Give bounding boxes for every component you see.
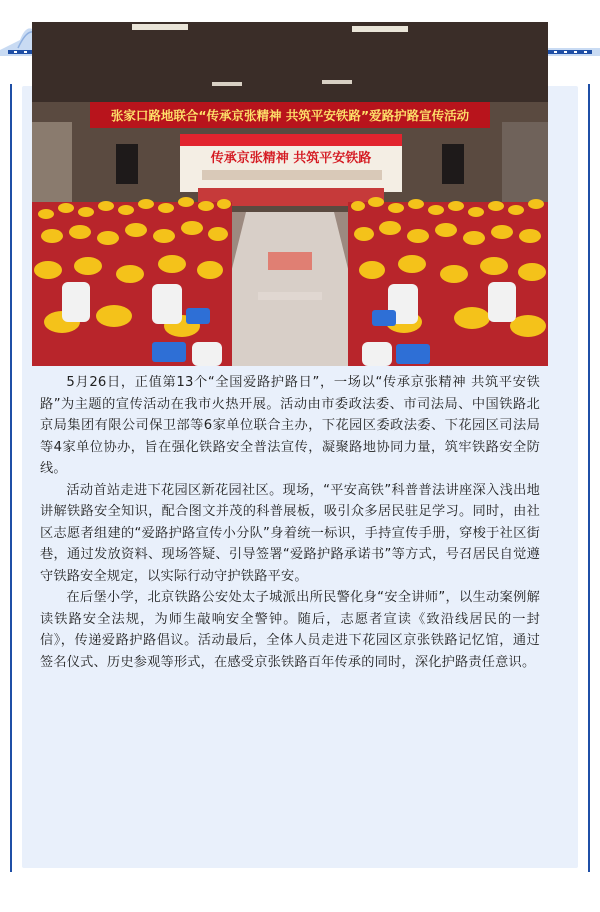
banner-text: 张家口路地联合“传承京张精神 共筑平安铁路”爱路护路宣传活动 bbox=[110, 108, 470, 123]
footer-spacer bbox=[0, 896, 600, 912]
paragraph-2: 活动首站走进下花园区新花园社区。现场，“平安高铁”科普普法讲座深入浅出地讲解铁路安全知识，配合图文并茂的科普展板，吸引众多居民驻足学习。同时，由社区志愿者组建的“爱路护路宣传小分队”身着统一标识，手持宣传手册，穿梭于社区街巷，通过发放资料、现场答疑、引导签署“爱路护路承诺书”等方式，号召居民自觉遵守铁路安全规定，以实际行动守护铁路平安。 bbox=[40, 482, 540, 584]
screen-text: 传承京张精神 共筑平安铁路 bbox=[210, 151, 372, 166]
paragraph-1: 5月26日，正值第13个“全国爱路护路日”，一场以“传承京张精神 共筑平安铁路”为主题的宣传活动在我市火热开展。活动由市委政法委、市司法局、中国铁路北京局集团有限公司保卫部等6家单位联合主办，下花园区委政法委、下花园区司法局等4家单位协办，旨在强化铁路安全普法宣传，凝聚路地协同力量，筑牢铁路安全防线。 bbox=[40, 375, 540, 476]
paragraph-3: 在后堡小学，北京铁路公安处太子城派出所民警化身“安全讲师”，以生动案例解读铁路安全法规，为师生敲响安全警钟。随后，志愿者宣读《致沿线居民的一封信》，传递爱路护路倡议。活动最后，全体人员走进下花园区京张铁路记忆馆，通过签名仪式、历史参观等形式，在感受京张铁路百年传承的同时，深化护路责任意识。 bbox=[40, 590, 540, 670]
article-body bbox=[40, 372, 540, 673]
event-photo bbox=[32, 22, 548, 366]
